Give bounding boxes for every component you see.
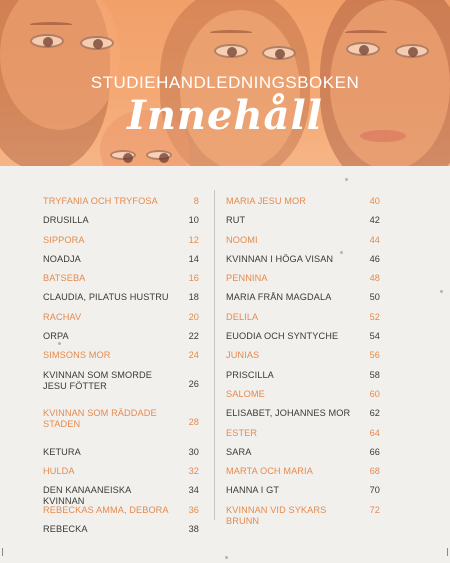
artwork-eye — [110, 150, 136, 160]
toc-entry — [226, 404, 380, 423]
toc-entry-page-number: 34 — [188, 485, 199, 496]
toc-entry-title: ESTER — [226, 427, 258, 438]
toc-entry-page-number: 8 — [193, 196, 199, 206]
toc-entry-page-number: 62 — [369, 408, 380, 419]
toc-entry — [43, 231, 199, 250]
toc-entry-title: ELISABET, JOHANNES MOR — [226, 408, 351, 419]
toc-entry — [226, 385, 380, 404]
toc-entry — [43, 404, 199, 443]
toc-entry-page-number: 64 — [369, 427, 380, 438]
toc-entry-title: HULDA — [43, 466, 75, 477]
toc-entry — [43, 366, 199, 405]
toc-entry-page-number: 20 — [188, 311, 199, 322]
toc-entry — [43, 211, 199, 230]
toc-entry-page-number: 60 — [369, 388, 380, 399]
toc-entry — [43, 520, 199, 539]
toc-entry-page-number: 42 — [369, 215, 380, 226]
toc-entry-title: DRUSILLA — [43, 215, 89, 226]
toc-entry-title: KVINNAN SOM RÄDDADE STADEN — [43, 408, 157, 430]
toc-entry-page-number: 46 — [369, 253, 380, 264]
toc-entry — [226, 211, 380, 230]
toc-entry — [226, 288, 380, 307]
toc-entry-title: SARA — [226, 446, 252, 457]
toc-entry — [226, 501, 380, 526]
toc-entry-page-number: 28 — [188, 417, 199, 428]
artwork-eye — [146, 150, 172, 160]
toc-entry-title: TRYFANIA OCH TRYFOSA — [43, 196, 158, 206]
toc-entry-title: RACHAV — [43, 311, 82, 322]
toc-entry-title: RUT — [226, 215, 246, 226]
toc-entry-title: CLAUDIA, PILATUS HUSTRU — [43, 292, 169, 303]
toc-entry — [43, 346, 199, 365]
toc-entry — [43, 501, 199, 520]
toc-entry — [226, 327, 380, 346]
toc-entry-page-number: 36 — [188, 504, 199, 515]
toc-entry — [226, 366, 380, 385]
toc-entry-title: BATSEBA — [43, 273, 86, 284]
artwork-eye — [30, 34, 64, 48]
toc-entry-page-number: 54 — [369, 331, 380, 342]
toc-entry-page-number: 52 — [369, 311, 380, 322]
toc-entry-title: NOOMI — [226, 234, 258, 245]
toc-entry-page-number: 18 — [188, 292, 199, 303]
toc-entry-page-number: 16 — [188, 273, 199, 284]
artwork-eye — [262, 46, 296, 60]
toc-entry — [226, 346, 380, 365]
toc-entry — [226, 481, 380, 500]
toc-entry — [226, 192, 380, 211]
toc-entry-title: HANNA I GT — [226, 485, 280, 496]
toc-entry-title: KVINNAN SOM SMORDE JESU FÖTTER — [43, 369, 152, 391]
toc-entry — [226, 462, 380, 481]
toc-entry — [226, 269, 380, 288]
toc-column-left — [43, 192, 199, 539]
column-divider — [214, 190, 215, 520]
toc-entry-page-number: 68 — [369, 466, 380, 477]
page-title: Innehåll — [127, 92, 323, 139]
toc-entry-title: REBECKAS AMMA, DEBORA — [43, 504, 169, 515]
toc-entry-page-number: 22 — [188, 331, 199, 342]
toc-entry-page-number: 10 — [188, 215, 199, 226]
toc-entry-page-number: 26 — [188, 378, 199, 389]
toc-entry-page-number: 40 — [369, 196, 380, 206]
toc-entry-page-number: 56 — [369, 350, 380, 361]
toc-entry-title: SALOME — [226, 388, 265, 399]
toc-entry-page-number: 66 — [369, 446, 380, 457]
toc-entry — [43, 481, 199, 507]
toc-entry-page-number: 58 — [369, 369, 380, 380]
toc-entry-title: PENNINA — [226, 273, 268, 284]
toc-entry-page-number: 72 — [369, 504, 380, 515]
toc-entry-title: KVINNAN I HÖGA VISAN — [226, 253, 334, 264]
header-banner — [0, 0, 450, 166]
toc-entry — [43, 269, 199, 288]
toc-entry — [43, 308, 199, 327]
toc-entry-title: PRISCILLA — [226, 369, 274, 380]
toc-entry-title: DELILA — [226, 311, 259, 322]
toc-entry-title: KETURA — [43, 446, 81, 457]
toc-entry-title: SIMSONS MOR — [43, 350, 111, 361]
toc-entry-title: JUNIAS — [226, 350, 260, 361]
toc-entry — [226, 231, 380, 250]
toc-entry — [43, 443, 199, 462]
toc-entry-page-number: 30 — [188, 446, 199, 457]
artwork-eye — [395, 44, 429, 58]
toc-entry-page-number: 70 — [369, 485, 380, 496]
toc-entry — [226, 250, 380, 269]
toc-entry-title: MARIA JESU MOR — [226, 196, 307, 206]
toc-entry — [43, 327, 199, 346]
toc-entry-title: MARIA FRÅN MAGDALA — [226, 292, 332, 303]
toc-entry-page-number: 48 — [369, 273, 380, 284]
toc-entry — [226, 443, 380, 462]
toc-entry-page-number: 12 — [188, 234, 199, 245]
toc-entry-title: KVINNAN VID SYKARS BRUNN — [226, 504, 327, 526]
toc-entry-page-number: 38 — [188, 524, 199, 535]
toc-entry-page-number: 14 — [188, 253, 199, 264]
toc-entry-title: SIPPORA — [43, 234, 85, 245]
toc-entry — [226, 424, 380, 443]
artwork-eye — [80, 36, 114, 50]
toc-entry-page-number: 24 — [188, 350, 199, 361]
toc-entry-title: DEN KANAANEISKA KVINNAN — [43, 485, 131, 507]
toc-column-right — [226, 192, 380, 526]
toc-entry-title: ORPA — [43, 331, 69, 342]
toc-entry — [43, 288, 199, 307]
toc-entry — [43, 250, 199, 269]
toc-entry-title: REBECKA — [43, 524, 88, 535]
artwork-eye — [214, 44, 248, 58]
artwork-eye — [346, 42, 380, 56]
toc-entry-title: MARTA OCH MARIA — [226, 466, 313, 477]
toc-entry-title: NOADJA — [43, 253, 81, 264]
toc-entry-page-number: 44 — [369, 234, 380, 245]
toc-entry-title: EUODIA OCH SYNTYCHE — [226, 331, 339, 342]
book-subtitle: STUDIEHANDLEDNINGSBOKEN — [90, 73, 360, 92]
crop-mark — [2, 548, 10, 556]
toc-entry — [226, 308, 380, 327]
toc-entry-page-number: 32 — [188, 466, 199, 477]
toc-entry — [43, 192, 199, 211]
toc-entry — [43, 462, 199, 481]
crop-mark — [440, 548, 448, 556]
toc-entry-page-number: 50 — [369, 292, 380, 303]
